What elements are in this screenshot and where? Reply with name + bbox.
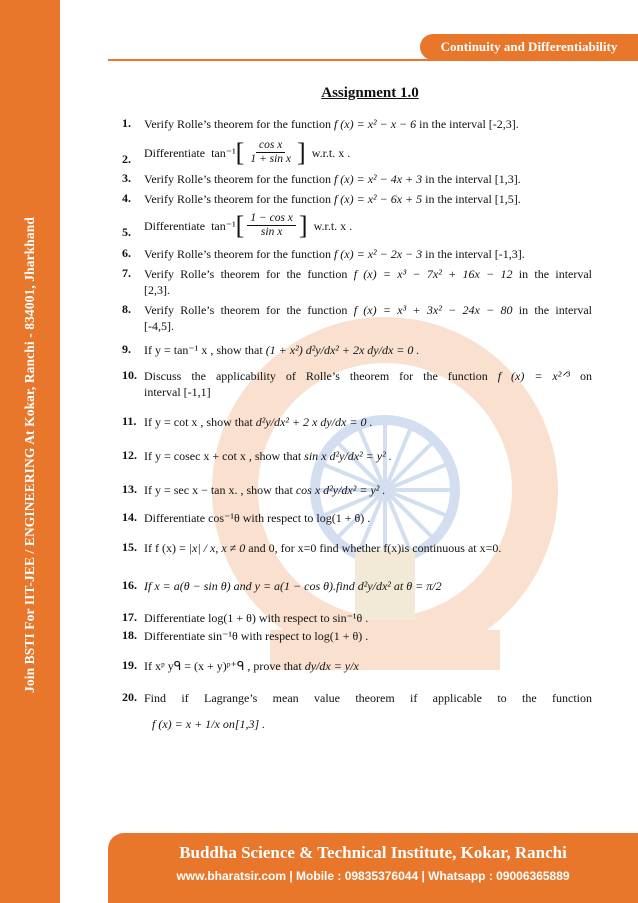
sidebar-text: Join BSTI For IIT-JEE / ENGINEERING At Kokar, Ranchi - 834001, Jharkhand	[22, 217, 37, 693]
question-16: 16. If x = a(θ − sin θ) and y = a(1 − cos θ).find d²y/dx² at θ = π/2	[122, 578, 442, 593]
question-list	[122, 116, 593, 731]
question-2: 2. Differentiate tan⁻¹ [ $\frac{\text{cos x}}{\text{1 + sin x}}$ ] w.r.t. x .	[122, 137, 351, 167]
question-3: 3. Verify Rolle’s theorem for the function f (x) = x² − 4x + 3 in the interval [1,3].	[122, 171, 521, 186]
sidebar-strip	[0, 0, 60, 903]
question-19: 19. If xᵖ yᑫ = (x + y)ᵖ⁺ᑫ , prove that dy/dx = y/x	[122, 658, 359, 673]
question-12: 12. If y = cosec x + cot x , show that sin x d²y/dx² = y² .	[122, 448, 392, 463]
footer-banner	[108, 833, 638, 903]
question-5: 5. Differentiate tan⁻¹ [ $\frac{\text{1 − cos x}}{\text{sin x}}$ ] w.r.t. x .	[122, 210, 353, 240]
question-7: 7. Verify Rolle’s theorem for the function f (x) = x³ − 7x² + 16x − 12 in the interval [2,3].	[122, 266, 593, 297]
question-4: 4. Verify Rolle’s theorem for the function f (x) = x² − 6x + 5 in the interval [1,5].	[122, 191, 521, 206]
question-20: 20. Find if Lagrange’s mean value theorem if applicable to the function f (x) = x + 1/x on[1,3] .	[122, 690, 592, 731]
page-title: Assignment 1.0	[321, 85, 419, 101]
footer-institute: Buddha Science & Technical Institute, Kokar, Ranchi	[179, 843, 567, 862]
question-10: 10. Discuss the applicability of Rolle’s theorem for the function f (x) = x²ᐟ³ on interval [-1,1]	[122, 368, 593, 399]
question-13: 13. If y = sec x − tan x. , show that cos x d²y/dx² = y² .	[122, 482, 386, 497]
question-9: 9. If y = tan⁻¹ x , show that (1 + x²) d²y/dx² + 2x dy/dx = 0 .	[122, 342, 420, 357]
question-15: 15. If f (x) = |x| / x, x ≠ 0 and 0, for x=0 find whether f(x)is continuous at x=0.	[122, 540, 502, 555]
question-14: 14. Differentiate cos⁻¹θ with respect to log(1 + θ) .	[122, 510, 371, 525]
question-1: 1. Verify Rolle’s theorem for the function f (x) = x² − x − 6 in the interval [-2,3].	[122, 116, 519, 131]
footer-contact: www.bharatsir.com | Mobile : 09835376044 | Whatsapp : 09006365889	[176, 869, 570, 883]
question-8: 8. Verify Rolle’s theorem for the function f (x) = x³ + 3x² − 24x − 80 in the interval [-4,5].	[122, 302, 593, 333]
header-divider	[108, 59, 638, 61]
question-11: 11. If y = cot x , show that d²y/dx² + 2 x dy/dx = 0 .	[122, 414, 373, 429]
subject-header: Continuity and Differentiability	[420, 34, 638, 60]
question-18: 18. Differentiate sin⁻¹θ with respect to log(1 + θ) .	[122, 628, 369, 643]
question-6: 6. Verify Rolle’s theorem for the function f (x) = x² − 2x − 3 in the interval [-1,3].	[122, 246, 525, 261]
question-17: 17. Differentiate log(1 + θ) with respect to sin⁻¹θ .	[122, 610, 369, 625]
